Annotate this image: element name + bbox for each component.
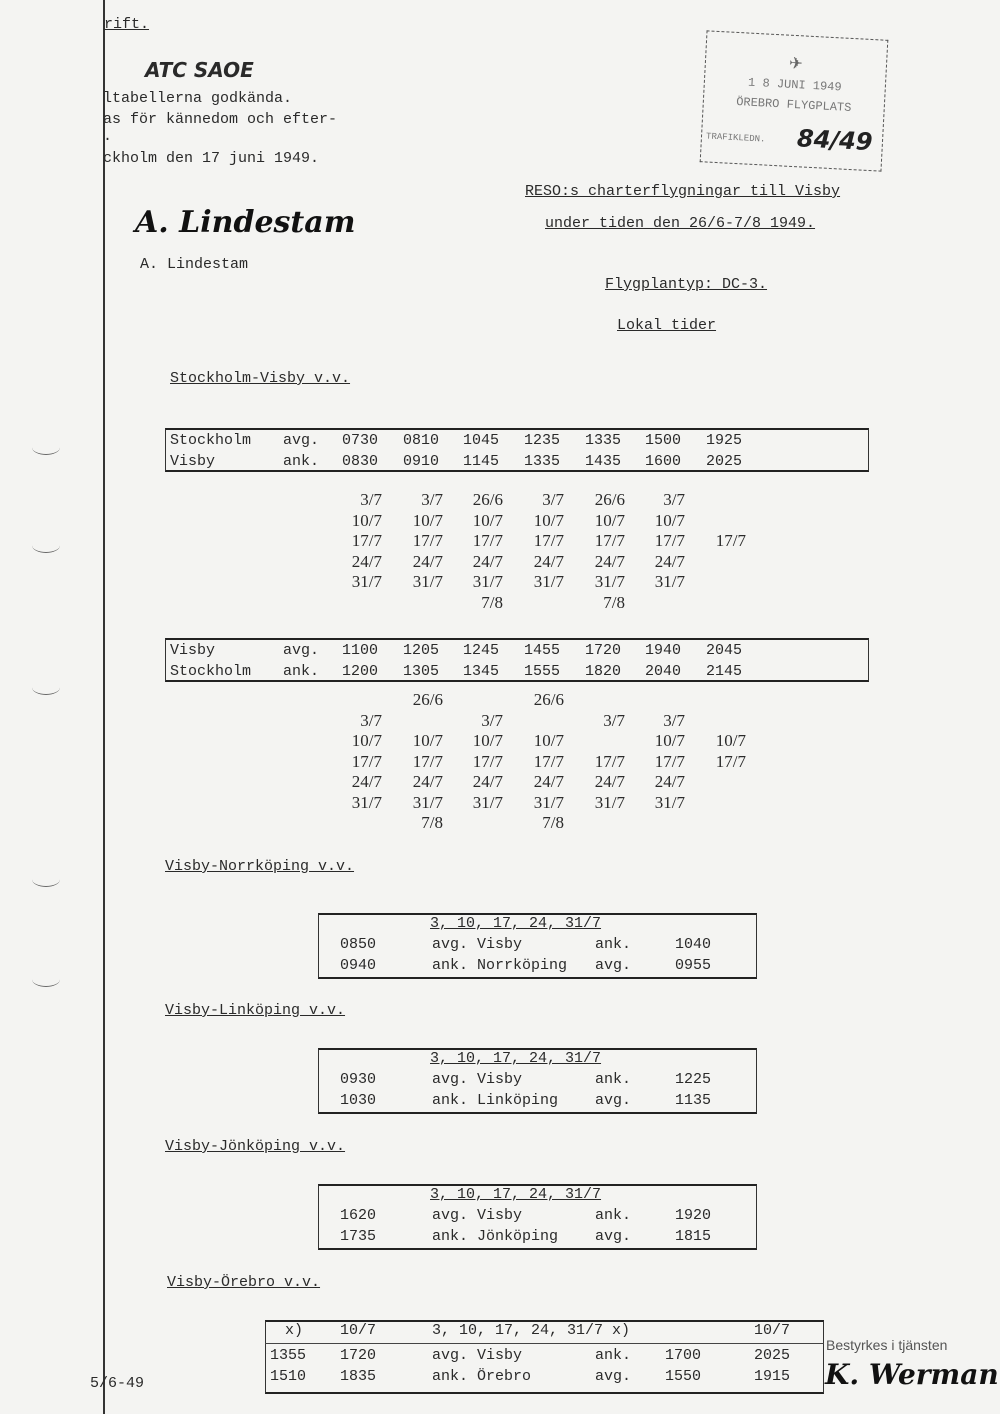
orebro-header-cell: 3, 10, 17, 24, 31/7 x) (432, 1322, 631, 1339)
timetable-cell: 1735 (340, 1228, 377, 1245)
handwritten-note: ATC SAOE (145, 58, 254, 82)
received-stamp (700, 30, 889, 171)
flight-date: 17/7 (472, 751, 503, 771)
section-heading: Visby-Jönköping v.v. (165, 1138, 346, 1155)
time-cell: 0810 (403, 432, 440, 449)
timetable-cell: 1720 (340, 1347, 377, 1364)
time-cell: 1820 (585, 663, 622, 680)
time-cell: 2145 (706, 663, 743, 680)
top-fragment: rift. (104, 16, 150, 33)
time-cell: 2025 (706, 453, 743, 470)
flight-date: 24/7 (594, 551, 625, 571)
flight-date: 10/7 (654, 510, 685, 530)
flight-date: 7/8 (542, 813, 564, 832)
departure-arrival-type: avg. (283, 432, 320, 449)
departure-arrival-type: avg. (283, 642, 320, 659)
timetable-cell: 1355 (270, 1347, 307, 1364)
flight-date: 17/7 (594, 751, 625, 771)
timetable-cell: 1135 (675, 1092, 712, 1109)
place-name: Stockholm (170, 432, 252, 449)
punch-hole (32, 972, 60, 987)
time-cell: 1940 (645, 642, 682, 659)
flight-date: 17/7 (351, 751, 382, 771)
flight-date: 3/7 (603, 710, 625, 730)
timetable-cell: 1815 (675, 1228, 712, 1245)
time-cell: 1335 (585, 432, 622, 449)
flight-date: 10/7 (654, 731, 685, 750)
timetable-cell: ank. Linköping (432, 1092, 559, 1109)
flight-date: 17/7 (594, 531, 625, 550)
place-name: Visby (170, 453, 216, 470)
signer-name: A. Lindestam (140, 256, 249, 273)
time-cell: 0730 (342, 432, 379, 449)
timetable-cell: ank. Örebro (432, 1368, 532, 1385)
flight-date: 10/7 (472, 731, 503, 750)
timetable-cell: 1700 (665, 1347, 702, 1364)
timetable-cell: 1040 (675, 936, 712, 953)
timetable-outbound (165, 428, 869, 472)
flight-date: 31/7 (533, 792, 564, 812)
place-name: Visby (170, 642, 216, 659)
flight-date: 17/7 (533, 531, 564, 550)
margin-line (103, 0, 105, 1414)
orebro-header-cell: x) (285, 1322, 304, 1339)
flight-date: 24/7 (412, 772, 443, 791)
operating-dates: 3, 10, 17, 24, 31/7 (430, 1186, 602, 1203)
certifier-signature: K. Werman (825, 1358, 999, 1391)
flight-date: 24/7 (533, 551, 564, 571)
flight-date: 24/7 (472, 551, 503, 571)
time-cell: 2045 (706, 642, 743, 659)
flight-date: 10/7 (533, 510, 564, 530)
flight-date: 31/7 (654, 572, 685, 591)
stamp-date: 1 8 JUNI 1949 (747, 75, 842, 95)
timetable-cell: ank. (595, 1347, 632, 1364)
time-cell: 1345 (463, 663, 500, 680)
timetable-cell: 0930 (340, 1071, 377, 1088)
timetable-return (165, 638, 869, 682)
time-cell: 0830 (342, 453, 379, 470)
header-line: ltabellerna godkända. (103, 90, 293, 107)
section-heading: Visby-Norrköping v.v. (165, 858, 355, 875)
timetable-cell: avg. (595, 1228, 632, 1245)
flight-date: 10/7 (594, 510, 625, 530)
flight-date: 7/8 (603, 592, 625, 612)
time-cell: 1455 (524, 642, 561, 659)
flight-date: 17/7 (351, 531, 382, 550)
flight-date: 24/7 (351, 772, 382, 791)
place-name: Stockholm (170, 663, 252, 680)
flight-date: 3/7 (360, 710, 382, 730)
section-heading: Visby-Örebro v.v. (167, 1274, 321, 1291)
flight-date: 31/7 (412, 792, 443, 812)
timetable-cell: 1550 (665, 1368, 702, 1385)
flight-date: 10/7 (472, 510, 503, 530)
flight-date: 26/6 (412, 690, 443, 709)
flight-date: 24/7 (533, 772, 564, 791)
flight-date: 3/7 (481, 710, 503, 730)
time-cell: 2040 (645, 663, 682, 680)
timetable-cell: avg. (595, 957, 632, 974)
time-cell: 1600 (645, 453, 682, 470)
time-cell: 1045 (463, 432, 500, 449)
flight-date: 24/7 (654, 551, 685, 571)
time-cell: 1720 (585, 642, 622, 659)
flight-date: 10/7 (715, 731, 746, 750)
timetable-cell: 1915 (754, 1368, 791, 1385)
flight-date: 26/6 (533, 690, 564, 709)
flight-date: 31/7 (351, 572, 382, 591)
flight-date: 7/8 (481, 592, 503, 612)
timetable-cell: 2025 (754, 1347, 791, 1364)
stamp-label: TRAFIKLEDN. (705, 131, 766, 145)
timetable-cell: 0850 (340, 936, 377, 953)
timetable-cell: ank. (595, 1207, 632, 1224)
place-date: ckholm den 17 juni 1949. (103, 150, 320, 167)
timetable-cell: ank. (595, 1071, 632, 1088)
punch-hole (32, 440, 60, 455)
flight-date: 31/7 (472, 572, 503, 591)
flight-date: 17/7 (472, 531, 503, 550)
flight-date: 31/7 (594, 572, 625, 591)
time-cell: 1335 (524, 453, 561, 470)
flight-date: 24/7 (351, 551, 382, 571)
timetable-cell: 0940 (340, 957, 377, 974)
document-subtitle: under tiden den 26/6-7/8 1949. (545, 215, 816, 232)
flight-date: 3/7 (421, 490, 443, 509)
time-cell: 1205 (403, 642, 440, 659)
time-cell: 1200 (342, 663, 379, 680)
departure-arrival-type: ank. (283, 453, 320, 470)
flight-date: 17/7 (715, 751, 746, 771)
punch-hole (32, 872, 60, 887)
flight-date: 10/7 (412, 731, 443, 750)
flight-date: 26/6 (594, 490, 625, 509)
aircraft-type: Flygplantyp: DC-3. (605, 276, 768, 293)
timetable-cell: avg. Visby (432, 1347, 523, 1364)
flight-date: 3/7 (542, 490, 564, 509)
timetable-cell: 1620 (340, 1207, 377, 1224)
flight-date: 26/6 (472, 490, 503, 509)
orebro-header-cell: 10/7 (754, 1322, 791, 1339)
punch-hole (32, 538, 60, 553)
time-cell: 1925 (706, 432, 743, 449)
flight-date: 17/7 (412, 531, 443, 550)
header-line: as för kännedom och efter- (103, 111, 338, 128)
flight-date: 31/7 (351, 792, 382, 812)
time-cell: 0910 (403, 453, 440, 470)
time-cell: 1245 (463, 642, 500, 659)
timetable-cell: 0955 (675, 957, 712, 974)
timetable-cell: 1510 (270, 1368, 307, 1385)
timetable-cell: ank. Jönköping (432, 1228, 559, 1245)
flight-date: 24/7 (472, 772, 503, 791)
flight-date: 3/7 (663, 490, 685, 509)
document-title: RESO:s charterflygningar till Visby (525, 183, 841, 200)
timetable-cell: avg. (595, 1368, 632, 1385)
timetable-cell: 1835 (340, 1368, 377, 1385)
timetable-cell: ank. Norrköping (432, 957, 568, 974)
stamp-office: ÖREBRO FLYGPLATS (735, 94, 852, 115)
timetable-cell: 1920 (675, 1207, 712, 1224)
flight-date: 31/7 (472, 792, 503, 812)
flight-date: 17/7 (412, 751, 443, 771)
punch-hole (32, 680, 60, 695)
flight-date: 24/7 (594, 772, 625, 791)
section-heading: Visby-Linköping v.v. (165, 1002, 346, 1019)
flight-date: 31/7 (594, 792, 625, 812)
wings-logo-icon: ✈ (788, 50, 804, 77)
timetable-cell: 1225 (675, 1071, 712, 1088)
signature: A. Lindestam (135, 205, 356, 240)
flight-date: 3/7 (360, 490, 382, 509)
flight-date: 10/7 (351, 731, 382, 750)
flight-date: 7/8 (421, 813, 443, 832)
time-cell: 1435 (585, 453, 622, 470)
flight-date: 31/7 (412, 572, 443, 591)
flight-date: 24/7 (412, 551, 443, 571)
timetable-cell: ank. (595, 936, 632, 953)
flight-date: 3/7 (663, 710, 685, 730)
timetable-cell: avg. Visby (432, 1207, 523, 1224)
timetable-cell: 1030 (340, 1092, 377, 1109)
flight-date: 17/7 (654, 751, 685, 771)
flight-date: 17/7 (654, 531, 685, 550)
flight-date: 10/7 (351, 510, 382, 530)
time-cell: 1100 (342, 642, 379, 659)
header-line: . (103, 128, 113, 145)
time-cell: 1145 (463, 453, 500, 470)
flight-date: 17/7 (715, 531, 746, 550)
flight-date: 31/7 (533, 572, 564, 591)
flight-date: 24/7 (654, 772, 685, 791)
operating-dates: 3, 10, 17, 24, 31/7 (430, 915, 602, 932)
time-cell: 1305 (403, 663, 440, 680)
time-cell: 1500 (645, 432, 682, 449)
flight-date: 31/7 (654, 792, 685, 812)
section-heading: Stockholm-Visby v.v. (170, 370, 351, 387)
timetable-cell: avg. Visby (432, 1071, 523, 1088)
departure-arrival-type: ank. (283, 663, 320, 680)
flight-date: 17/7 (533, 751, 564, 771)
flight-date: 10/7 (533, 731, 564, 750)
flight-date: 10/7 (412, 510, 443, 530)
certified-label: Bestyrkes i tjänsten (826, 1337, 948, 1353)
time-cell: 1555 (524, 663, 561, 680)
timetable-cell: avg. (595, 1092, 632, 1109)
footer-date: 5/6-49 (90, 1375, 145, 1392)
timetable-cell: avg. Visby (432, 936, 523, 953)
stamp-number: 84/49 (796, 124, 874, 157)
time-cell: 1235 (524, 432, 561, 449)
local-time-label: Lokal tider (617, 317, 717, 334)
orebro-header-cell: 10/7 (340, 1322, 377, 1339)
operating-dates: 3, 10, 17, 24, 31/7 (430, 1050, 602, 1067)
